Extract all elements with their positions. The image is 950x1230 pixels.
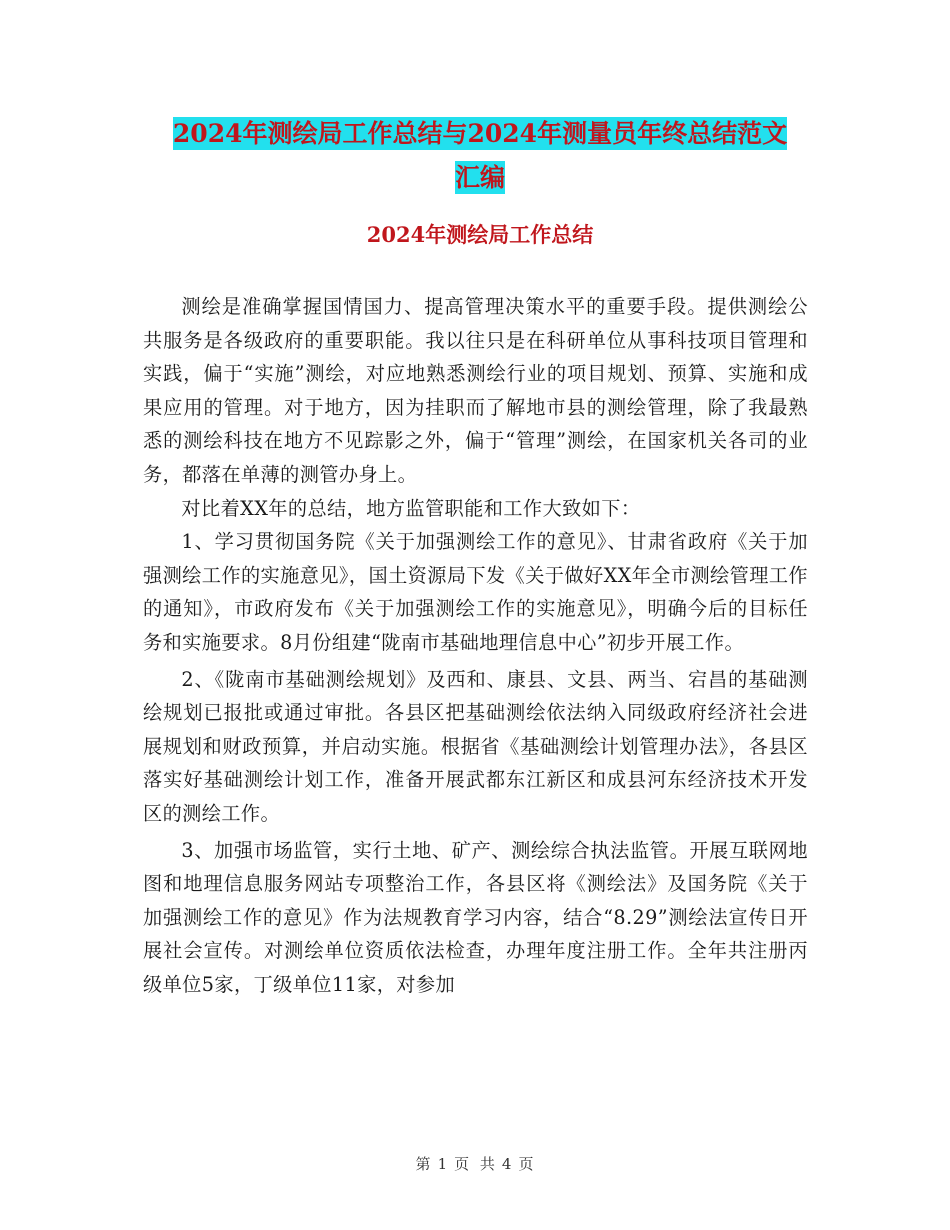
paragraph-item-3: 3、加强市场监管，实行土地、矿产、测绘综合执法监管。开展互联网地图和地理信息服务网站专项整治工作，各县区将《测绘法》及国务院《关于加强测绘工作的意见》作为法规教育学习内容，结合“8.29”测绘法宣传日开展社会宣传。对测绘单位资质依法检查，办理年度注册工作。全年共注册丙级单位5家，丁级单位11家，对参加 [143,838,808,996]
title-line-1: 2024年测绘局工作总结与2024年测量员年终总结范文 [172,119,788,148]
page-footer [0,1153,950,1174]
footer-total-pages: 4 [501,1155,513,1173]
footer-suffix: 页 [518,1155,535,1173]
footer-prefix: 第 [415,1155,432,1173]
paragraph-intro: 测绘是准确掌握国情国力、提高管理决策水平的重要手段。提供测绘公共服务是各级政府的重要职能。我以往只是在科研单位从事科技项目管理和实践，偏于“实施”测绘，对应地熟悉测绘行业的项目规划、预算、实施和成果应用的管理。对于地方，因为挂职而了解地市县的测绘管理，除了我最熟悉的测绘科技在地方不见踪影之外，偏于“管理”测绘，在国家机关各司的业务，都落在单薄的测管办身上。 [143,295,808,486]
paragraph-summary-lead: 对比着XX年的总结，地方监管职能和工作大致如下： [181,496,641,520]
paragraph-item-1: 1、学习贯彻国务院《关于加强测绘工作的意见》、甘肃省政府《关于加强测绘工作的实施意见》，国土资源局下发《关于做好XX年全市测绘管理工作的通知》，市政府发布《关于加强测绘工作的实施意见》，明确今后的目标任务和实施要求。8月份组建“陇南市基础地理信息中心”初步开展工作。 [143,530,808,654]
document-title [140,112,820,200]
title-line-2: 汇编 [454,163,505,192]
document-body [143,290,808,1001]
footer-mid: 页 共 [454,1155,496,1173]
footer-current-page: 1 [437,1155,449,1173]
paragraph-item-2: 2、《陇南市基础测绘规划》及西和、康县、文县、两当、宕昌的基础测绘规划已报批或通过审批。各县区把基础测绘依法纳入同级政府经济社会进展规划和财政预算，并启动实施。根据省《基础测绘计划管理办法》，各县区落实好基础测绘计划工作，准备开展武都东江新区和成县河东经济技术开发区的测绘工作。 [143,667,808,825]
section-title: 2024年测绘局工作总结 [366,222,594,247]
